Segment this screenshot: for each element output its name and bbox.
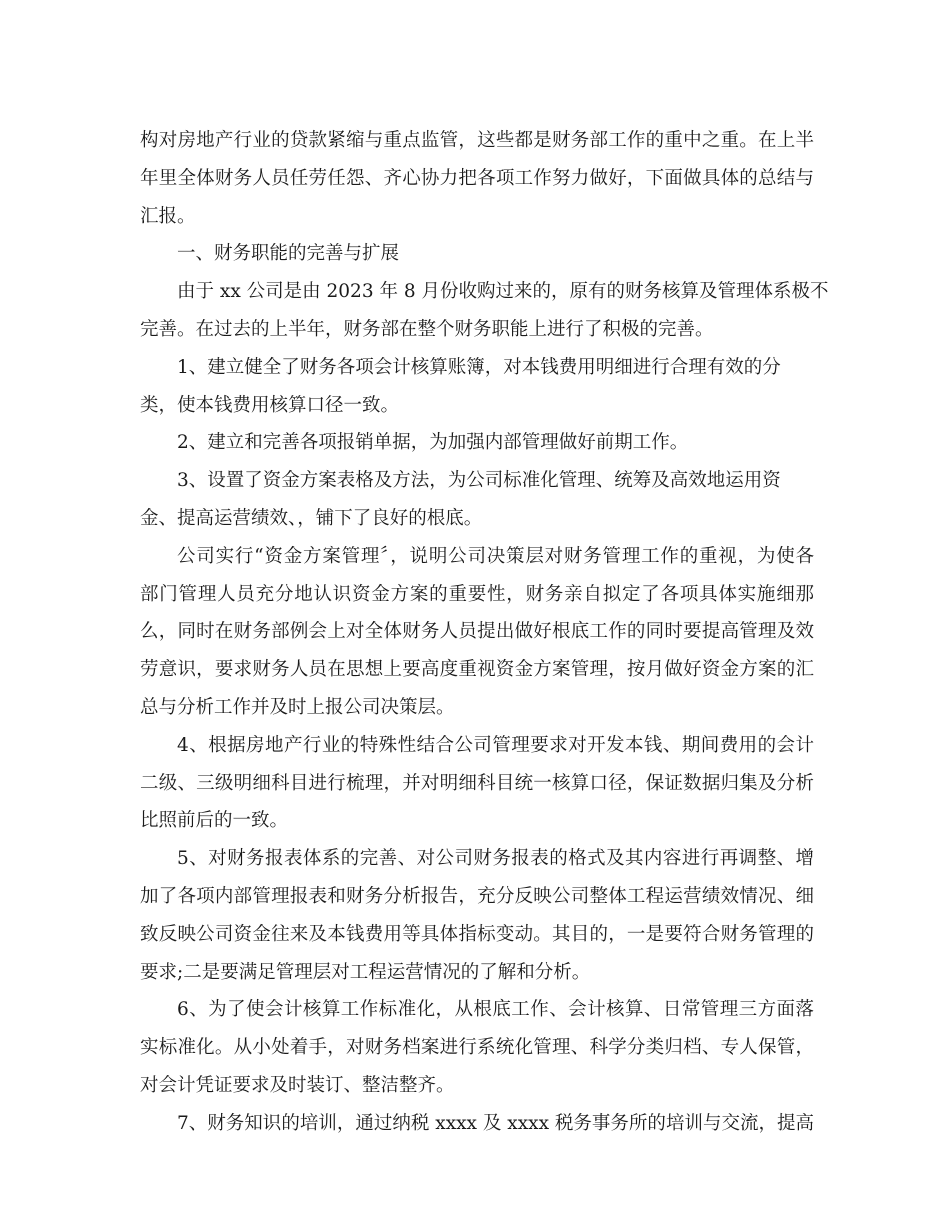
text-line: 年里全体财务人员任劳任怨、齐心协力把各项工作努力做好，下面做具体的总结与 [140, 167, 814, 189]
document-body [140, 122, 829, 1143]
section-heading: 一、财务职能的完善与扩展 [177, 243, 400, 265]
text-line: 构对房地产行业的贷款紧缩与重点监管，这些都是财务部工作的重中之重。在上半 [140, 130, 814, 151]
text-line: 汇报。 [140, 205, 196, 227]
text-line: 么，同时在财务部例会上对全体财务人员提出做好根底工作的同时要提高管理及效 [140, 621, 814, 643]
list-item-text: 1、建立健全了财务各项会计核算账簿，对本钱费用明细进行合理有效的分 [177, 356, 781, 378]
list-item-text: 4、根据房地产行业的特殊性结合公司管理要求对开发本钱、期间费用的会计 [177, 734, 814, 756]
text-line: 部门管理人员充分地认识资金方案的重要性，财务亲自拟定了各项具体实施细那 [140, 583, 814, 605]
text-line: 类，使本钱费用核算口径一致。 [140, 394, 400, 416]
text-line: 由于 xx 公司是由 2023 年 8 月份收购过来的，原有的财务核算及管理体系极不 [177, 281, 829, 303]
text-line: 实标准化。从小处着手，对财务档案进行系统化管理、科学分类归档、专人保管， [140, 1037, 814, 1059]
text-line: 劳意识，要求财务人员在思想上要高度重视资金方案管理，按月做好资金方案的汇 [140, 659, 814, 681]
text-line: 致反映公司资金往来及本钱费用等具体指标变动。其目的，一是要符合财务管理的 [140, 923, 814, 945]
list-item-text: 2、建立和完善各项报销单据，为加强内部管理做好前期工作。 [177, 432, 689, 454]
text-line: 要求;二是要满足管理层对工程运营情况的了解和分析。 [140, 961, 591, 983]
text-line: 完善。在过去的上半年，财务部在整个财务职能上进行了积极的完善。 [140, 318, 714, 340]
list-item-text: 6、为了使会计核算工作标准化，从根底工作、会计核算、日常管理三方面落 [177, 999, 814, 1021]
text-line: 比照前后的一致。 [140, 810, 289, 832]
text-line: 二级、三级明细科目进行梳理，并对明细科目统一核算口径，保证数据归集及分析 [140, 772, 814, 794]
list-item-text: 3、设置了资金方案表格及方法，为公司标准化管理、统筹及高效地运用资 [177, 470, 781, 492]
list-item-text: 5、对财务报表体系的完善、对公司财务报表的格式及其内容进行再调整、增 [177, 848, 814, 870]
text-line: 对会计凭证要求及时装订、整洁整齐。 [140, 1074, 455, 1096]
text-line: 公司实行“资金方案管理〞，说明公司决策层对财务管理工作的重视，为使各 [177, 545, 814, 567]
text-line: 总与分析工作并及时上报公司决策层。 [140, 696, 455, 718]
list-item-text: 7、财务知识的培训，通过纳税 xxxx 及 xxxx 税务事务所的培训与交流，提高 [177, 1112, 814, 1134]
text-line: 加了各项内部管理报表和财务分析报告，充分反映公司整体工程运营绩效情况、细 [140, 885, 814, 907]
text-line: 金、提高运营绩效、，铺下了良好的根底。 [140, 507, 483, 529]
